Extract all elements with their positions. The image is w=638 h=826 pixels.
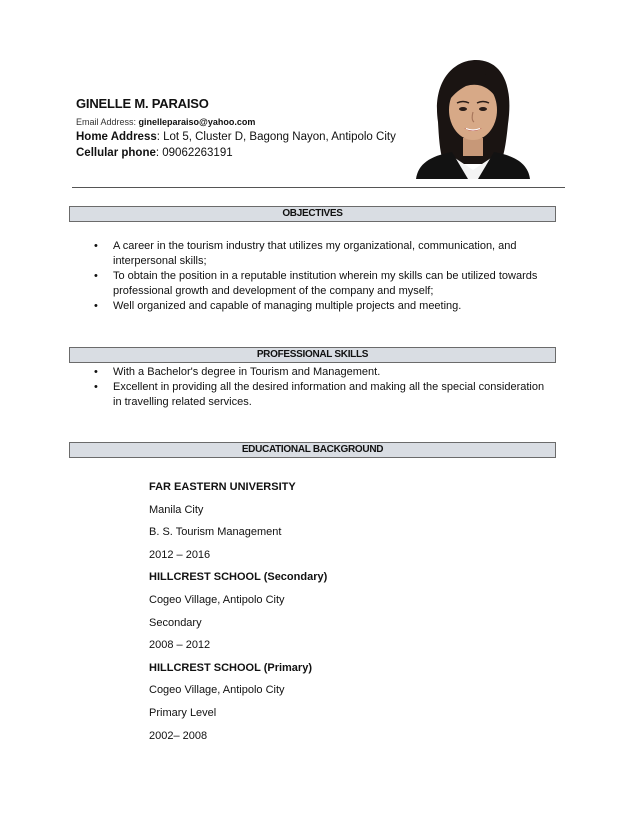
applicant-name: GINELLE M. PARAISO <box>76 96 209 111</box>
objectives-heading: OBJECTIVES <box>69 206 556 222</box>
bullet-icon: • <box>94 366 98 378</box>
list-item: • Well organized and capable of managing multiple projects and meeting. <box>94 300 462 312</box>
home-address-label: Home Address <box>76 131 157 143</box>
school-years: 2002– 2008 <box>149 729 208 742</box>
email-value: ginelleparaiso@yahoo.com <box>138 117 256 127</box>
school-name: HILLCREST SCHOOL (Secondary) <box>149 571 328 584</box>
email-line <box>76 117 255 127</box>
cellular-phone-value: : 09062263191 <box>155 147 233 159</box>
profile-photo <box>408 52 538 179</box>
list-item: • A career in the tourism industry that utilizes my organizational, communication, and interpersonal skills; <box>94 240 517 267</box>
school-years: 2012 – 2016 <box>149 548 211 561</box>
bullet-icon: • <box>94 240 98 252</box>
education-entries <box>149 480 327 751</box>
cellular-phone-line <box>76 147 233 159</box>
list-item: • Excellent in providing all the desired information and making all the special consideration in travelling related services. <box>94 381 545 408</box>
home-address-line <box>76 131 396 143</box>
cellular-phone-label: Cellular phone <box>76 147 156 159</box>
school-location: Cogeo Village, Antipolo City <box>149 593 285 606</box>
email-label: Email Address: <box>76 117 139 127</box>
school-name: FAR EASTERN UNIVERSITY <box>149 481 296 493</box>
profile-photo-image <box>408 52 538 179</box>
header-divider <box>72 187 565 188</box>
school-years: 2008 – 2012 <box>149 639 211 652</box>
course: B. S. Tourism Management <box>149 526 282 539</box>
professional-skills-list <box>94 365 554 410</box>
professional-skills-heading: PROFESSIONAL SKILLS <box>69 347 556 363</box>
bullet-icon: • <box>94 300 98 312</box>
bullet-icon: • <box>94 381 98 393</box>
home-address-value: : Lot 5, Cluster D, Bagong Nayon, Antipolo City <box>156 131 396 143</box>
school-level: Primary Level <box>149 706 217 719</box>
bullet-icon: • <box>94 270 98 282</box>
school-name: HILLCREST SCHOOL (Primary) <box>149 661 312 674</box>
list-item: • With a Bachelor's degree in Tourism and Management. <box>94 366 381 378</box>
school-location: Cogeo Village, Antipolo City <box>149 684 285 697</box>
list-item: • To obtain the position in a reputable institution wherein my skills can be utilized towards professional growth and development of the company and myself; <box>94 270 538 297</box>
school-location: Manila City <box>149 503 204 516</box>
objectives-list <box>94 239 554 314</box>
school-level: Secondary <box>149 616 202 629</box>
educational-background-heading: EDUCATIONAL BACKGROUND <box>69 442 556 458</box>
